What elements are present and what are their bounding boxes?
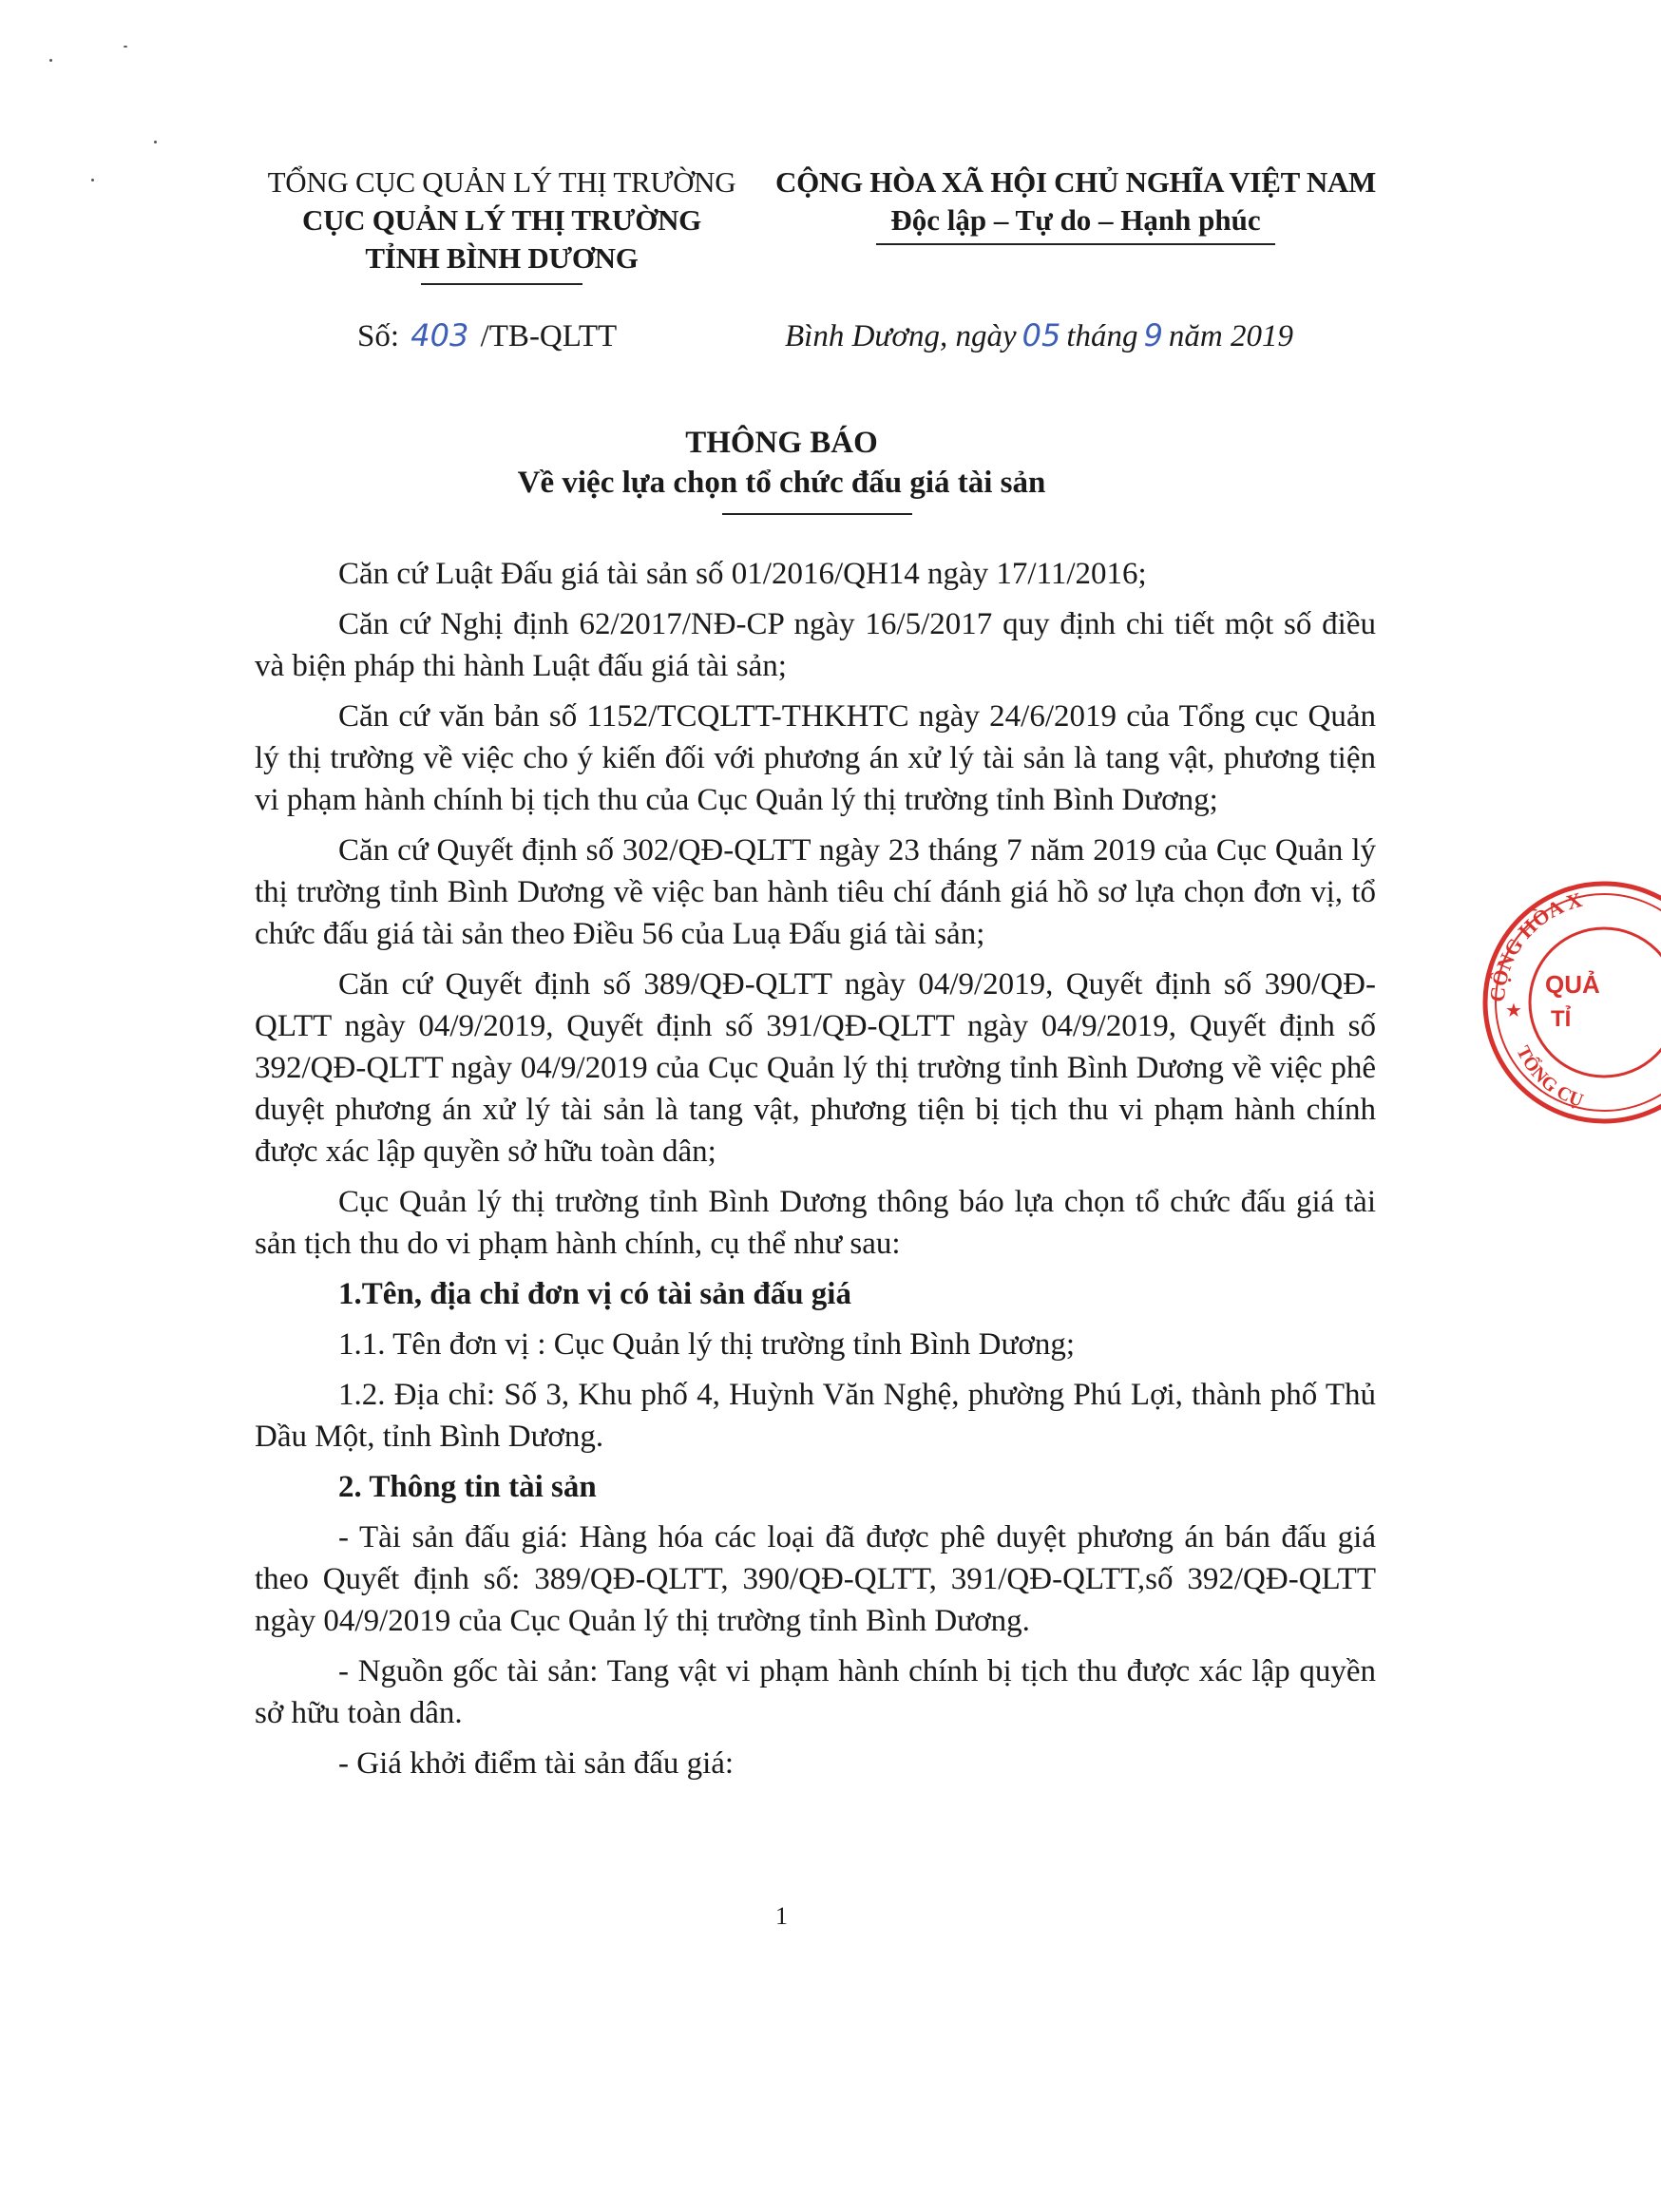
agency-underline xyxy=(421,283,582,285)
issuing-agency-block xyxy=(255,163,749,285)
stamp-inner-text: QUẢ xyxy=(1545,970,1600,999)
stamp-inner-text-2: TỈ xyxy=(1551,1006,1572,1032)
section-1-item-2: 1.2. Địa chỉ: Số 3, Khu phố 4, Huỳnh Văn Nghệ, phường Phú Lợi, thành phố Thủ Dầu Một, tỉnh Bình Dương. xyxy=(255,1378,1376,1454)
section-2-item-3: - Giá khởi điểm tài sản đấu giá: xyxy=(338,1746,735,1781)
date-place-day: Bình Dương, ngày xyxy=(785,319,1017,353)
section-1-item-1: 1.1. Tên đơn vị : Cục Quản lý thị trường tỉnh Bình Dương; xyxy=(338,1327,1075,1362)
agency-line-2: CỤC QUẢN LÝ THỊ TRƯỜNG xyxy=(302,203,701,237)
scan-speck xyxy=(91,179,94,181)
date-year: năm 2019 xyxy=(1168,319,1294,353)
page-number: 1 xyxy=(775,1902,788,1930)
agency-line-3: TỈNH BÌNH DƯƠNG xyxy=(365,241,639,275)
date-month-label: tháng xyxy=(1066,319,1138,353)
document-subtitle: Về việc lựa chọn tổ chức đấu giá tài sản xyxy=(517,466,1046,500)
legal-basis-paragraph: Căn cứ Quyết định số 302/QĐ-QLTT ngày 23 tháng 7 năm 2019 của Cục Quản lý thị trường tỉnh Bình Dương về việc ban hành tiêu chí đánh giá hồ sơ lựa chọn đơn vị, tổ chức đấu giá tài sản theo Điều 56 của Luạ Đấu giá tài sản; xyxy=(255,833,1376,951)
stamp-arc-bottom-text: TỔNG CỤ xyxy=(1512,1042,1586,1112)
scan-speck xyxy=(154,141,157,143)
section-2-heading: 2. Thông tin tài sản xyxy=(338,1470,597,1504)
stamp-star-icon: ★ xyxy=(1505,999,1522,1021)
doc-number-prefix: Số: xyxy=(357,319,400,353)
motto-underline xyxy=(876,243,1275,245)
legal-basis-paragraph: Căn cứ Luật Đấu giá tài sản số 01/2016/QH14 ngày 17/11/2016; xyxy=(338,557,1147,591)
document-number xyxy=(357,317,617,354)
date-month-handwritten: 9 xyxy=(1143,317,1163,353)
document-date xyxy=(785,317,1293,354)
document-title: THÔNG BÁO xyxy=(685,426,878,460)
agency-line-1: TỔNG CỤC QUẢN LÝ THỊ TRƯỜNG xyxy=(267,165,736,199)
section-1-heading: 1.Tên, địa chỉ đơn vị có tài sản đấu giá xyxy=(338,1277,851,1311)
doc-number-handwritten: 403 xyxy=(410,317,469,353)
scan-speck xyxy=(49,59,52,62)
announcement-paragraph: Cục Quản lý thị trường tỉnh Bình Dương thông báo lựa chọn tổ chức đấu giá tài sản tịch thu do vi phạm hành chính, cụ thể như sau: xyxy=(255,1185,1376,1261)
legal-basis-paragraph: Căn cứ văn bản số 1152/TCQLTT-THKHTC ngày 24/6/2019 của Tổng cục Quản lý thị trường về việc cho ý kiến đối với phương án xử lý tài sản là tang vật, phương tiện vi phạm hành chính bị tịch thu của Cục Quản lý thị trường tỉnh Bình Dương; xyxy=(255,699,1376,817)
section-2-item-2: - Nguồn gốc tài sản: Tang vật vi phạm hành chính bị tịch thu được xác lập quyền sở hữu toàn dân. xyxy=(255,1654,1376,1730)
national-motto-block xyxy=(772,163,1380,245)
section-2-item-1: - Tài sản đấu giá: Hàng hóa các loại đã được phê duyệt phương án bán đấu giá theo Quyết định số: 389/QĐ-QLTT, 390/QĐ-QLTT, 391/QĐ-QLTT,số 392/QĐ-QLTT ngày 04/9/2019 của Cục Quản lý thị trường tỉnh Bình Dương. xyxy=(255,1520,1376,1638)
title-underline xyxy=(722,513,912,515)
official-seal-stamp xyxy=(1471,869,1661,1135)
stamp-arc-top-text: CỘNG HÒA X xyxy=(1484,887,1585,1003)
legal-basis-paragraph: Căn cứ Nghị định 62/2017/NĐ-CP ngày 16/5/2017 quy định chi tiết một số điều và biện pháp thi hành Luật đấu giá tài sản; xyxy=(255,607,1376,683)
doc-number-suffix: /TB-QLTT xyxy=(480,319,618,353)
date-day-handwritten: 05 xyxy=(1021,317,1061,353)
scan-speck xyxy=(124,46,127,48)
nation-title: CỘNG HÒA XÃ HỘI CHỦ NGHĨA VIỆT NAM xyxy=(775,165,1376,199)
document-body xyxy=(255,553,1376,1793)
legal-basis-paragraph: Căn cứ Quyết định số 389/QĐ-QLTT ngày 04/9/2019, Quyết định số 390/QĐ-QLTT ngày 04/9/2019, Quyết định số 391/QĐ-QLTT ngày 04/9/2019, Quyết định số 392/QĐ-QLTT ngày 04/9/2019 của Cục Quản lý thị trường tỉnh Bình Dương về việc phê duyệt phương án xử lý tài sản là tang vật, phương tiện bị tịch thu vi phạm hành chính được xác lập quyền sở hữu toàn dân; xyxy=(255,967,1376,1169)
nation-motto: Độc lập – Tự do – Hạnh phúc xyxy=(890,203,1261,237)
